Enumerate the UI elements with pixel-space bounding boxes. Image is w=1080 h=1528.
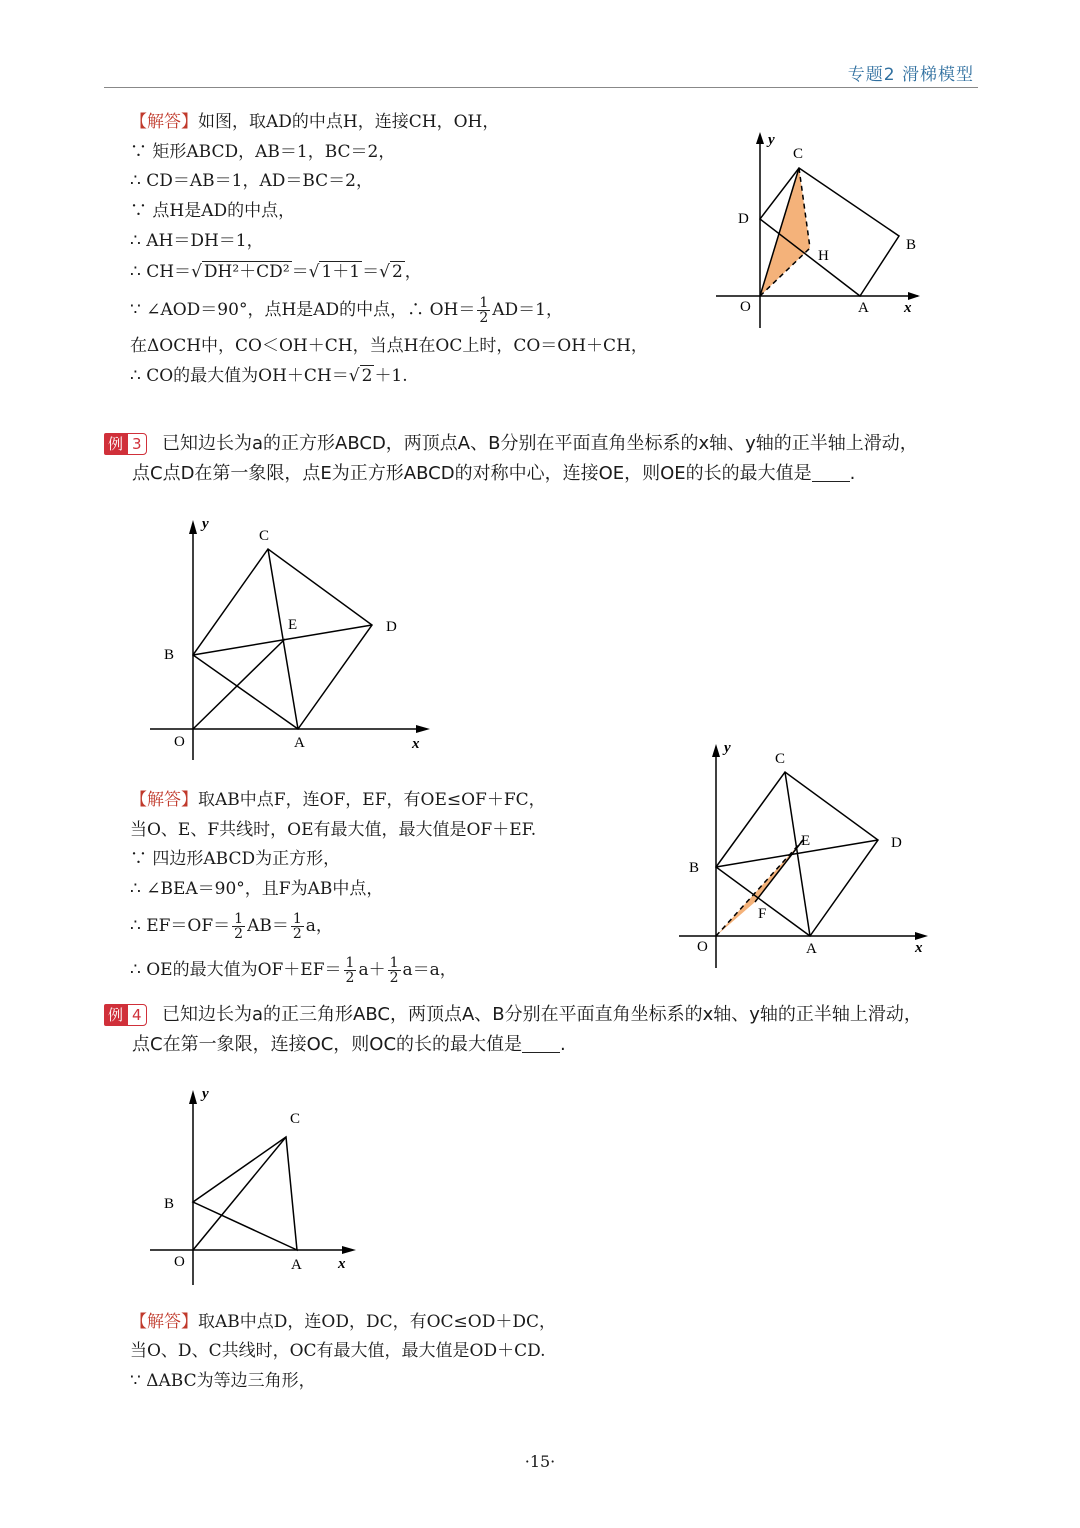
- solution4-line2: 当O、D、C共线时，OC有最大值，最大值是OD＋CD.: [130, 1341, 546, 1361]
- label-E: E: [801, 833, 811, 849]
- page-number: ·15·: [524, 1452, 556, 1471]
- label-B: B: [689, 860, 700, 876]
- label-H: H: [818, 248, 829, 264]
- label-y: y: [202, 1086, 209, 1102]
- solution4-line3: ∵ ΔABC为等边三角形，: [130, 1371, 316, 1391]
- label-C: C: [290, 1111, 301, 1127]
- label-D: D: [891, 835, 902, 851]
- label-x: x: [338, 1256, 346, 1272]
- example3-tag: 例 3: [104, 433, 147, 455]
- label-C: C: [793, 146, 804, 162]
- solution1-line3: ∴ CD＝AB＝1，AD＝BC＝2，: [130, 171, 373, 191]
- solution3-line1: 【解答】取AB中点F，连OF，EF，有OE≤OF＋FC，: [130, 790, 546, 810]
- figure2-square-diagram: [140, 510, 440, 760]
- solution-label: 【解答】: [130, 112, 198, 132]
- example4-line2: 点C在第一象限，连接OC，则OC的长的最大值是 .: [132, 1034, 566, 1055]
- fraction: $\frac{1}{2}$: [234, 911, 244, 942]
- fraction: $\frac{1}{2}$: [345, 955, 355, 986]
- solution1-line7: ∵ ∠AOD＝90°，点H是AD的中点，∴ OH＝ $\frac{1}{2}$ AD＝1，: [130, 295, 563, 326]
- label-O: O: [740, 299, 751, 315]
- solution3-line5: ∴ EF＝OF＝ $\frac{1}{2}$ AB＝ $\frac{1}{2}$ a，: [130, 911, 333, 942]
- example3-line1: 已知边长为a的正方形ABCD，两顶点A、B分别在平面直角坐标系的x轴、y轴的正半轴上滑动，: [162, 433, 918, 454]
- solution-label: 【解答】: [130, 790, 198, 810]
- label-E: E: [288, 617, 298, 633]
- solution4-line1: 【解答】取AB中点D，连OD，DC，有OC≤OD＋DC，: [130, 1312, 556, 1332]
- label-O: O: [697, 939, 708, 955]
- header-title: 专题2 滑梯模型: [847, 65, 974, 85]
- header-divider: [104, 87, 978, 88]
- label-C: C: [259, 528, 270, 544]
- label-A: A: [291, 1257, 302, 1273]
- example4-tag: 例 4: [104, 1004, 147, 1026]
- fraction: $\frac{1}{2}$: [292, 911, 302, 942]
- label-B: B: [906, 237, 917, 253]
- solution3-line4: ∴ ∠BEA＝90°，且F为AB中点，: [130, 879, 384, 899]
- solution3-line6: ∴ OE的最大值为OF＋EF＝ $\frac{1}{2}$ a＋ $\frac{1}{2}$ a＝a，: [130, 955, 457, 986]
- solution3-line2: 当O、E、F共线时，OE有最大值，最大值是OF＋EF.: [130, 820, 537, 840]
- label-x: x: [915, 940, 923, 956]
- triangle-abc: [193, 1137, 297, 1250]
- solution1-line5: ∴ AH＝DH＝1，: [130, 231, 264, 251]
- label-C: C: [775, 751, 786, 767]
- label-D: D: [386, 619, 397, 635]
- label-x: x: [904, 300, 912, 316]
- example3-line2: 点C点D在第一象限，点E为正方形ABCD的对称中心，连接OE，则OE的长的最大值是 .: [132, 463, 856, 484]
- label-D: D: [738, 211, 749, 227]
- label-A: A: [858, 300, 869, 316]
- figure1-rectangle-diagram: [710, 130, 940, 330]
- answer-blank: [522, 1034, 560, 1053]
- example4-line1: 已知边长为a的正三角形ABC，两顶点A、B分别在平面直角坐标系的x轴、y轴的正半轴上滑动，: [162, 1004, 922, 1025]
- label-O: O: [174, 1254, 185, 1270]
- solution1-line1: 【解答】如图，取AD的中点H，连接CH，OH，: [130, 112, 500, 132]
- solution1-line2: ∵ 矩形ABCD，AB＝1，BC＝2，: [130, 142, 396, 162]
- solution1-line4: ∵ 点H是AD的中点，: [130, 201, 296, 221]
- solution3-line3: ∵ 四边形ABCD为正方形，: [130, 849, 341, 869]
- label-y: y: [202, 516, 209, 532]
- label-y: y: [768, 132, 775, 148]
- figure4-triangle-diagram: [140, 1080, 370, 1290]
- label-x: x: [412, 736, 420, 752]
- label-B: B: [164, 647, 175, 663]
- label-O: O: [174, 734, 185, 750]
- label-y: y: [724, 740, 731, 756]
- label-A: A: [806, 941, 817, 957]
- answer-blank: [812, 463, 850, 482]
- solution1-line8: 在ΔOCH中，CO＜OH＋CH，当点H在OC上时，CO＝OH＋CH，: [130, 336, 648, 356]
- fraction: $\frac{1}{2}$: [389, 955, 399, 986]
- fraction: $\frac{1}{2}$: [479, 295, 489, 326]
- solution-label: 【解答】: [130, 1312, 198, 1332]
- label-B: B: [164, 1196, 175, 1212]
- label-F: F: [758, 906, 767, 922]
- label-A: A: [294, 735, 305, 751]
- figure3-square-diagram: [675, 740, 935, 970]
- solution1-line9: ∴ CO的最大值为OH＋CH＝√ 2 ＋1.: [130, 366, 408, 386]
- solution1-line6: ∴ CH＝√ DH²＋CD² ＝√ 1＋1 ＝√ 2 ，: [130, 262, 422, 282]
